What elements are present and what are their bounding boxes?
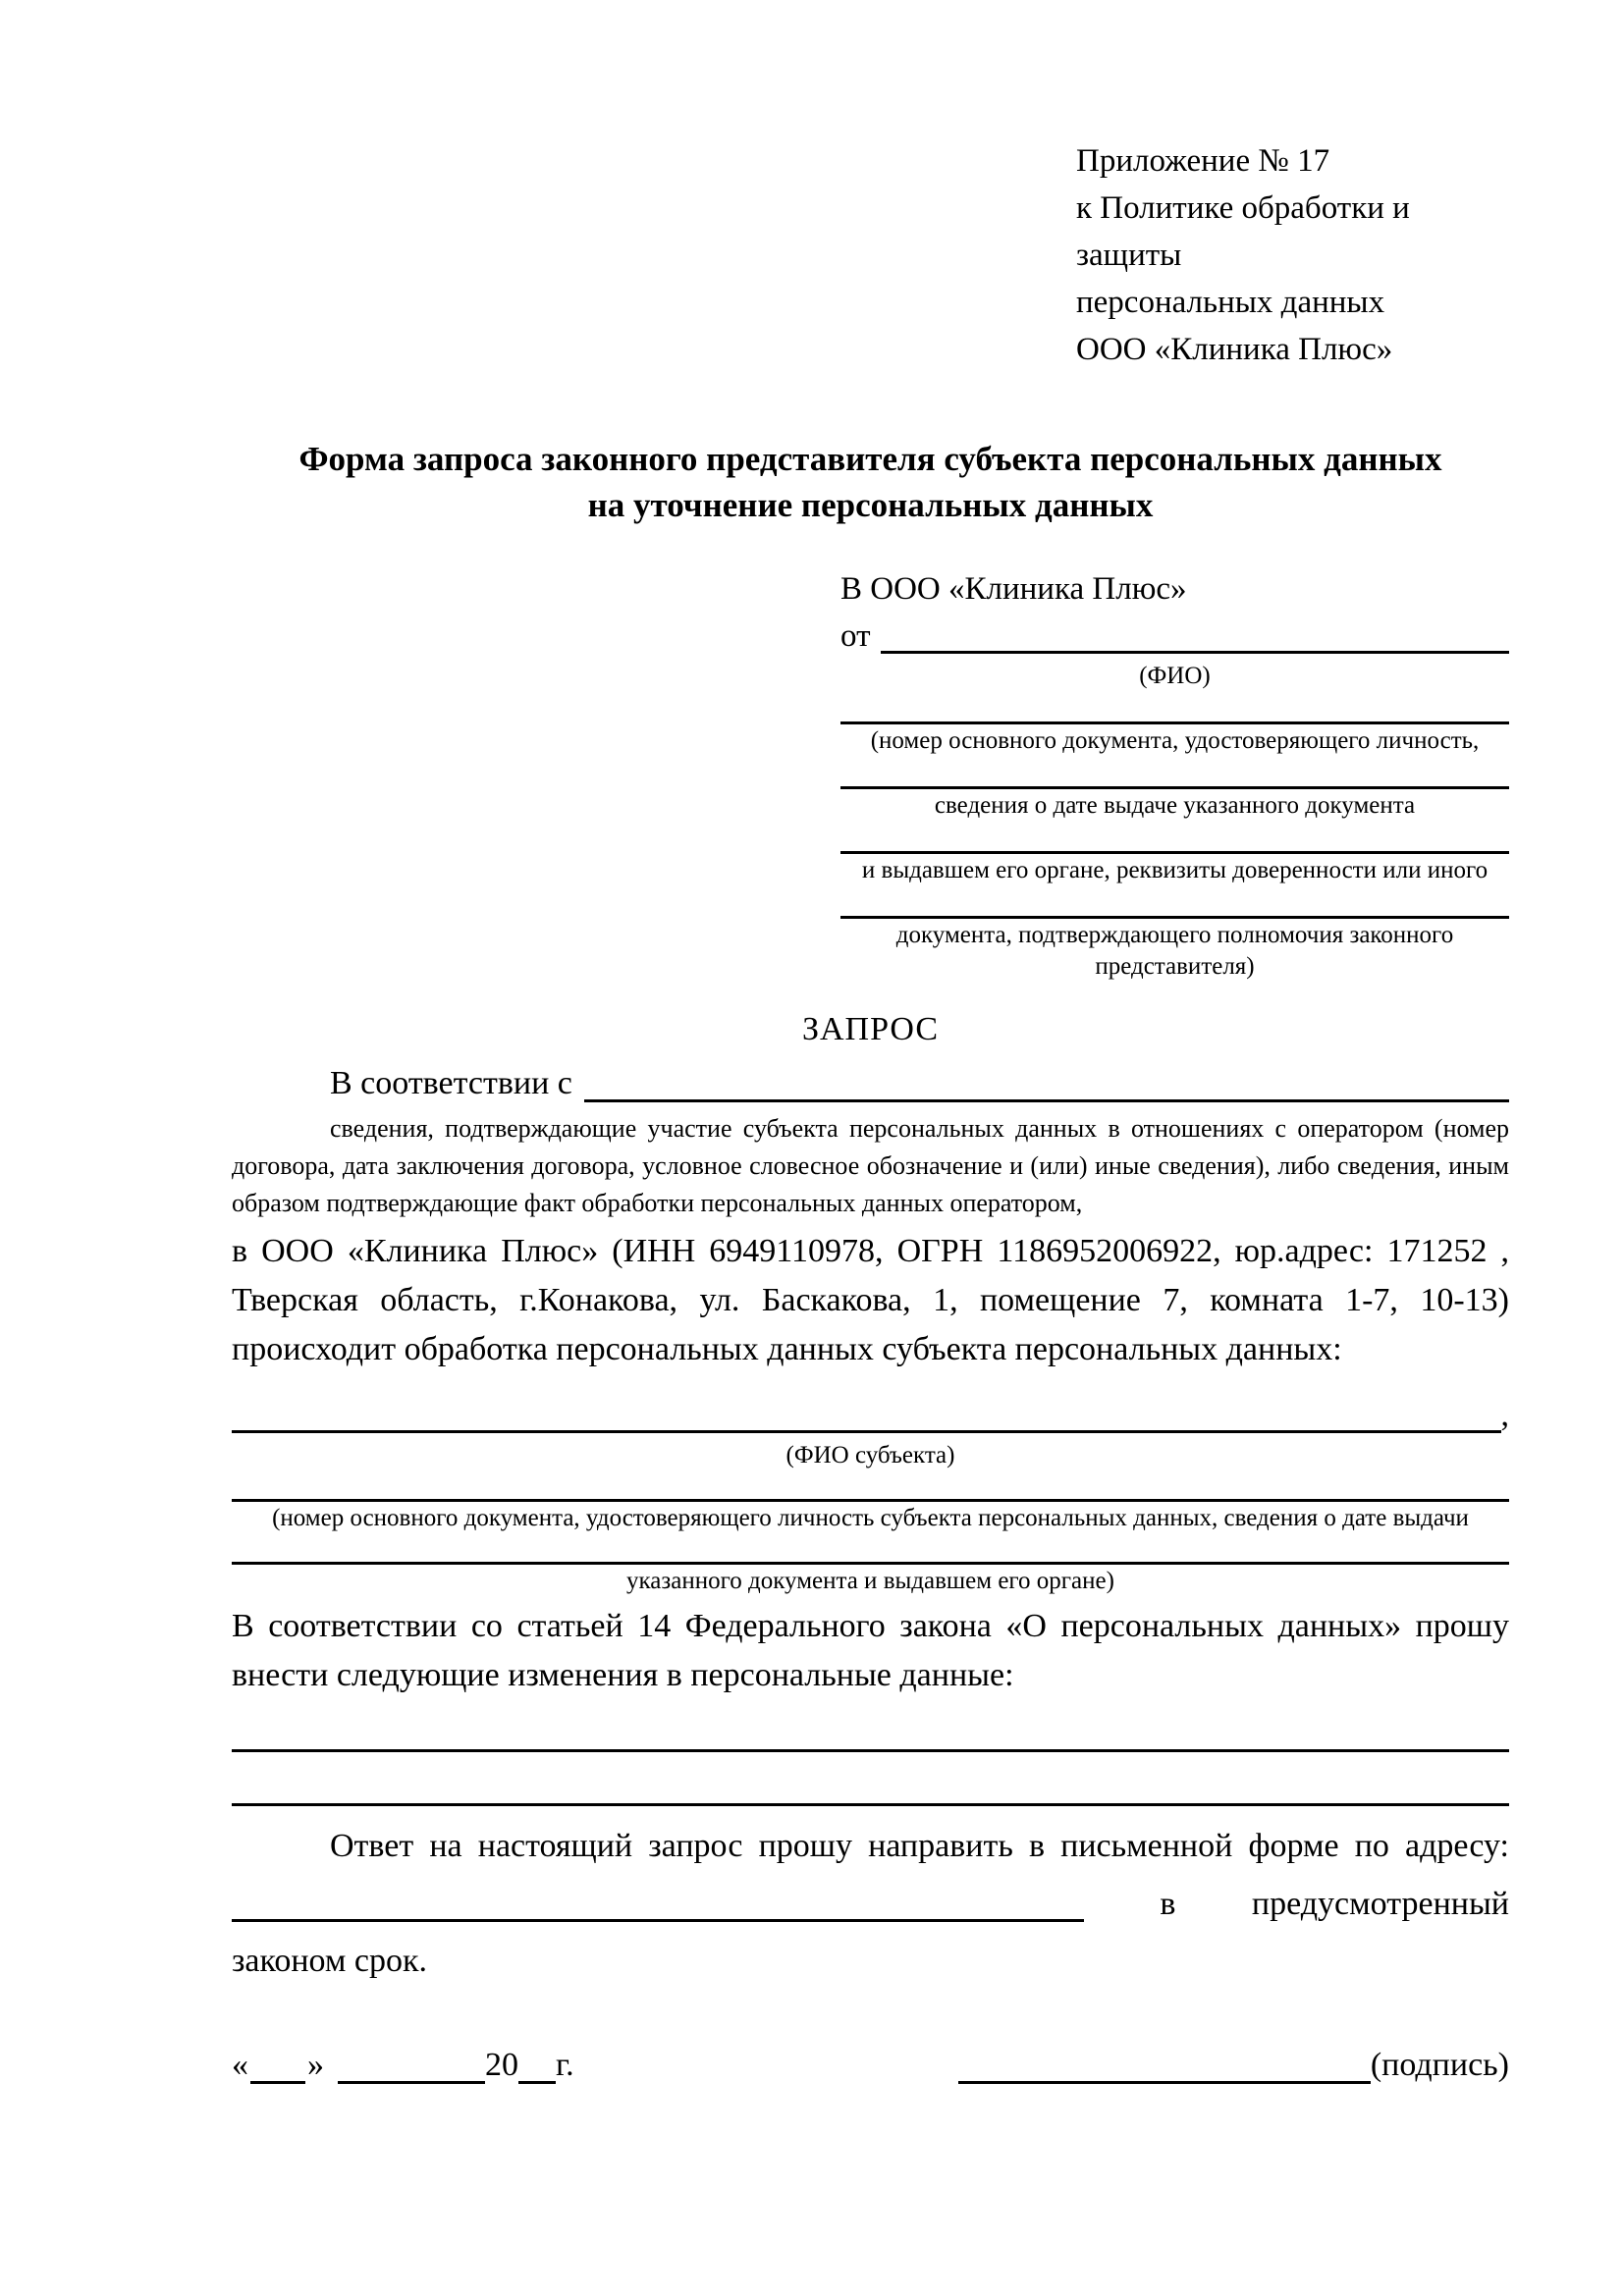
month-blank-field[interactable] (338, 2081, 485, 2084)
title-line-1: Форма запроса законного представителя субъекта персональных данных (298, 440, 1442, 478)
accordance-blank-field[interactable] (584, 1099, 1509, 1102)
signature-blank-field[interactable] (958, 2081, 1371, 2084)
year-blank-field[interactable] (518, 2081, 556, 2084)
representative-doc-caption-1: (номер основного документа, удостоверяющего личность, (870, 727, 1480, 754)
subject-fio-caption: (ФИО субъекта) (785, 1442, 955, 1468)
representative-doc-blank-field-2[interactable] (840, 786, 1509, 789)
representative-doc-blank-field-1[interactable] (840, 721, 1509, 724)
from-row (840, 613, 1509, 660)
appendix-line-4: ООО «Клиника Плюс» (1076, 332, 1393, 367)
addressee-block (840, 565, 1509, 983)
answer-word-v: в (1160, 1886, 1176, 1922)
appendix-line-2: к Политике обработки и защиты (1076, 190, 1410, 273)
answer-tail: законом срок. (232, 1943, 427, 1979)
subject-doc-field-1 (232, 1499, 1509, 1534)
representative-doc-caption-4: документа, подтверждающего полномочия законного представителя) (895, 922, 1454, 980)
representative-doc-field-1 (840, 721, 1509, 757)
document-title (232, 436, 1509, 528)
subject-doc-blank-field-1[interactable] (232, 1499, 1509, 1502)
representative-doc-field-2 (840, 786, 1509, 822)
address-blank-field[interactable] (232, 1919, 1084, 1922)
document-content (232, 0, 1509, 2089)
representative-doc-field-4 (840, 916, 1509, 983)
title-line-2: на уточнение персональных данных (587, 486, 1154, 524)
operator-paragraph: в ООО «Клиника Плюс» (ИНН 6949110978, ОГРН 1186952006922, юр.адрес: 171252 , Тверская область, г.Конакова, ул. Баскакова, 1, помещение 7, комната 1-7, 10-13) происходит обработка персональных данных субъекта персональных данных: (232, 1233, 1509, 1367)
accordance-prefix: В соответствии с (330, 1065, 572, 1101)
fio-caption: (ФИО) (1139, 663, 1211, 689)
law-paragraph: В соответствии со статьей 14 Федерального закона «О персональных данных» прошу внести следующие изменения в персональные данные: (232, 1608, 1509, 1693)
appendix-line-3: персональных данных (1076, 285, 1385, 320)
answer-word-term: предусмотренный (1251, 1886, 1509, 1922)
answer-address-row (232, 1881, 1509, 1928)
accordance-footnote: сведения, подтверждающие участие субъекта персональных данных в отношениях с оператором (номер договора, дата заключения договора, условное словесное обозначение и (или) иные сведения), либо сведения, иным образом подтверждающие факт обработки персональных данных оператором, (232, 1114, 1509, 1217)
subject-fio-blank-field[interactable] (232, 1430, 1501, 1433)
subject-doc-caption-2: указанного документа и выдавшем его органе) (626, 1568, 1114, 1594)
subject-fio-row (232, 1392, 1509, 1439)
changes-blank-field-1[interactable] (232, 1749, 1509, 1752)
addressee-to: В ООО «Клиника Плюс» (840, 571, 1187, 607)
subject-doc-field-2 (232, 1562, 1509, 1597)
representative-doc-caption-3: и выдавшем его органе, реквизиты доверенности или иного (861, 857, 1489, 883)
day-blank-field[interactable] (250, 2081, 305, 2084)
appendix-block (1076, 137, 1509, 373)
representative-doc-blank-field-4[interactable] (840, 916, 1509, 919)
representative-doc-caption-2: сведения о дате выдаче указанного документа (934, 792, 1416, 819)
year-prefix: 20 (485, 2047, 518, 2083)
date-signature-row (232, 2042, 1509, 2089)
quote-close: » (307, 2047, 324, 2083)
request-heading: ЗАПРОС (801, 1011, 940, 1047)
signature-group (958, 2042, 1509, 2089)
subject-fio-trailing-comma: , (1500, 1397, 1509, 1433)
quote-open: « (232, 2047, 248, 2083)
date-group (232, 2042, 574, 2089)
changes-blank-field-2[interactable] (232, 1803, 1509, 1806)
representative-doc-field-3 (840, 851, 1509, 886)
accordance-row (232, 1059, 1509, 1108)
subject-doc-blank-field-2[interactable] (232, 1562, 1509, 1565)
signature-caption: (подпись) (1370, 2047, 1509, 2083)
representative-doc-blank-field-3[interactable] (840, 851, 1509, 854)
subject-doc-caption-1: (номер основного документа, удостоверяющего личность субъекта персональных данных, сведения о дате выдачи (272, 1505, 1469, 1531)
answer-paragraph: Ответ на настоящий запрос прошу направить в письменной форме по адресу: (330, 1828, 1509, 1864)
year-suffix: г. (556, 2047, 574, 2083)
from-label: от (840, 618, 871, 654)
representative-fio-blank-field[interactable] (881, 651, 1510, 654)
appendix-line-1: Приложение № 17 (1076, 143, 1330, 179)
